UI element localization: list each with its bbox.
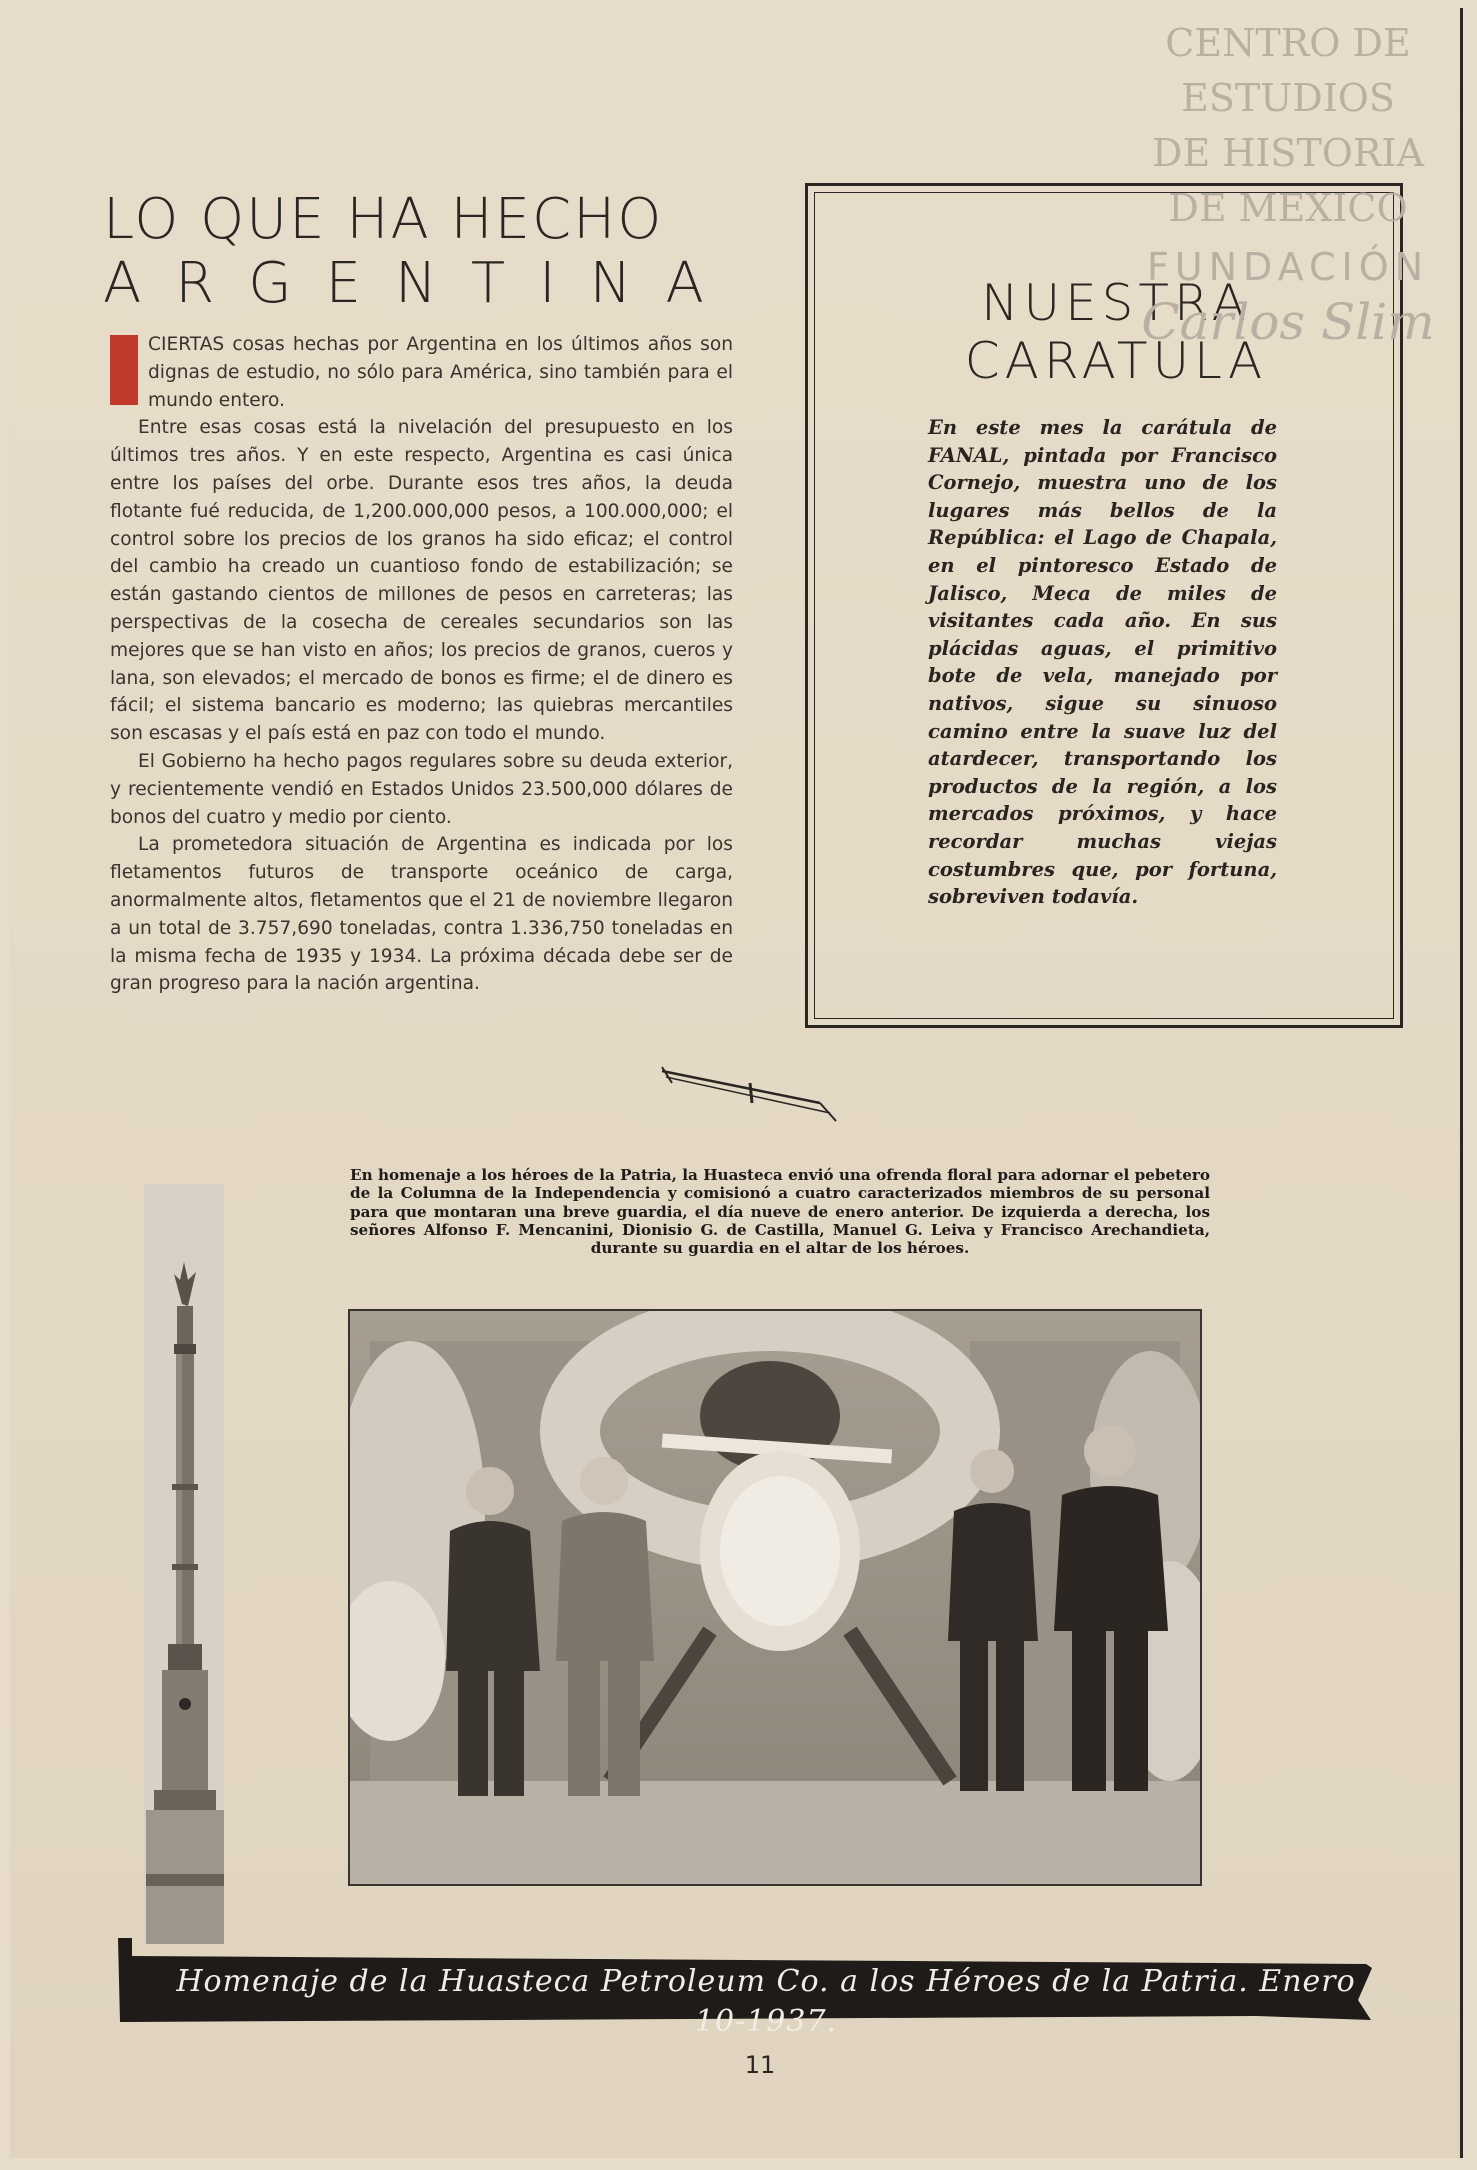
watermark-signature: Carlos Slim xyxy=(1141,293,1435,351)
article-title xyxy=(103,187,738,316)
watermark-foundation: FUNDACIÓN xyxy=(1146,245,1430,289)
independence-column-photo xyxy=(144,1184,224,1944)
banner-text: Homenaje de la Huasteca Petroleum Co. a los Héroes de la Patria. Enero 10-1937. xyxy=(176,1964,1356,2039)
page-number: 11 xyxy=(744,2051,776,2079)
cover-note-title-line1: NUESTRA xyxy=(981,274,1251,332)
article-paragraph-3: El Gobierno ha hecho pagos regulares sobre su deuda exterior, y recientemente vendió en Estados Unidos 23.500,000 dólares de bonos del cuatro y medio por ciento. xyxy=(110,750,733,828)
handwritten-banner xyxy=(116,1938,1376,2039)
article-body xyxy=(110,331,733,998)
article-paragraph-4: La prometedora situación de Argentina es indicada por los fletamentos futuros de transporte oceánico de carga, anormalmente altos, fletamentos que el 21 de noviembre llegaron a un total de 3.757,690 toneladas, contra 1.336,750 toneladas en la misma fecha de 1935 y 1934. La próxima década debe ser de gran progreso para la nación argentina. xyxy=(110,834,733,995)
decorative-stroke-icon xyxy=(660,1063,840,1133)
homage-photograph xyxy=(348,1309,1202,1886)
article-paragraph-2: Entre esas cosas está la nivelación del presupuesto en los últimos tres años. Y en este respecto, Argentina es casi única entre los países del orbe. Durante esos tres años, la deuda flotante fué reducida, de 1,200.000,000 pesos, a 100.000,000; el control sobre los precios de los granos ha sido eficaz; el control del cambio ha creado un cuantioso fondo de estabilización; se están gastando cientos de millones de pesos en carreteras; las perspectivas de la cosecha de cereales secundarios son las mejores que se han visto en años; los precios de granos, cueros y lana, son elevados; el mercado de bonos es firme; el de dinero es fácil; el sistema bancario es moderno; las quiebras mercantiles son escasas y el país está en paz con todo el mundo. xyxy=(110,417,733,745)
homage-photo-illustration xyxy=(350,1311,1200,1884)
cover-note-title-line2: CARATULA xyxy=(964,332,1268,390)
watermark-line-4: DE MEXICO xyxy=(1168,186,1408,230)
article-title-line2: ARGENTINA xyxy=(103,251,738,316)
drop-cap-icon: C xyxy=(110,335,138,405)
column-illustration-icon xyxy=(144,1184,224,1944)
article-paragraph-1: CIERTAS cosas hechas por Argentina en los últimos años son dignas de estudio, no sólo para América, sino también para el mundo entero. xyxy=(148,334,733,411)
watermark-line-2: ESTUDIOS xyxy=(1181,76,1395,120)
watermark-line-3: DE HISTORIA xyxy=(1151,131,1425,175)
article-title-line1: LO QUE HA HECHO xyxy=(103,187,664,252)
photo-caption: En homenaje a los héroes de la Patria, la Huasteca envió una ofrenda floral para adornar el pebetero de la Columna de la Independencia y comisionó a cuatro caracterizados miembros de su personal para que montaran una breve guardia, el día nueve de enero anterior. De izquierda a derecha, los señores Alfonso F. Mencanini, Dionisio G. de Castilla, Manuel G. Leiva y Francisco Arechandieta, durante su guardia en el altar de los héroes. xyxy=(350,1166,1210,1258)
cover-note-text: En este mes la carátula de FANAL, pintada por Francisco Cornejo, muestra uno de los lugares más bellos de la República: el Lago de Chapala, en el pintoresco Estado de Jalisco, Meca de miles de visitantes cada año. En sus plácidas aguas, el primitivo bote de vela, manejado por nativos, sigue su sinuoso camino entre la suave luz del atardecer, transportando los productos de la región, a los mercados próximos, y hace recordar muchas viejas costumbres que, por fortuna, sobreviven todavía. xyxy=(928,416,1277,909)
archive-watermark xyxy=(1138,16,1438,350)
magazine-page xyxy=(10,8,1463,2158)
watermark-line-1: CENTRO DE xyxy=(1165,21,1411,65)
